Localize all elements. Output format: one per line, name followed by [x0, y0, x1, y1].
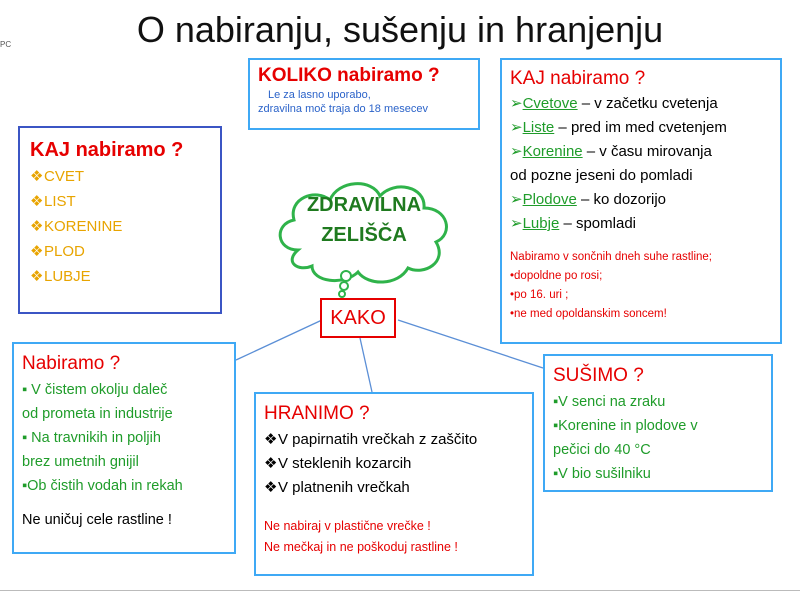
kaj-left-heading: KAJ nabiramo ? [30, 139, 184, 161]
connector-to-nabiramo [236, 320, 322, 360]
koliko-heading: KOLIKO nabiramo ? [258, 65, 440, 86]
susimo-line: pečici do 40 °C [553, 442, 651, 458]
nabiramo-heading: Nabiramo ? [22, 353, 121, 374]
susimo-line: ▪V senci na zraku [553, 394, 666, 410]
diamond-bullet-icon: ❖ [30, 268, 44, 285]
susimo-list [553, 390, 763, 486]
nabiramo-line: brez umetnih gnijil [22, 454, 139, 470]
koliko-line1: Le za lasno uporabo, [268, 89, 371, 101]
kaj-left-item: ❖LIST [30, 189, 210, 214]
diamond-bullet-icon: ❖ [30, 193, 44, 210]
kaj-right-item: od pozne jeseni do pomladi [510, 167, 693, 184]
kaj-right-item: ➢Plodove – ko dozorijo [510, 191, 667, 208]
hranimo-box [254, 392, 534, 576]
kaj-right-item: ➢Lubje – spomladi [510, 215, 636, 232]
hranimo-warnings [264, 516, 524, 558]
zdravilna-zelisca-cloud [268, 168, 460, 298]
susimo-line: ▪V bio sušilniku [553, 466, 651, 482]
kaj-left-item: ❖PLOD [30, 239, 210, 264]
hranimo-warning-2: Ne mečkaj in ne poškoduj rastline ! [264, 540, 458, 554]
kaj-right-box [500, 58, 782, 344]
cloud-line2: ZELIŠČA [321, 224, 407, 246]
kaj-right-heading: KAJ nabiramo ? [510, 68, 646, 89]
hranimo-heading: HRANIMO ? [264, 403, 370, 424]
kaj-left-item: ❖CVET [30, 164, 210, 189]
nabiramo-line: ▪ V čistem okolju daleč [22, 382, 168, 398]
diamond-bullet-icon: ❖ [264, 479, 278, 496]
kaj-right-item: ➢Korenine – v času mirovanja [510, 143, 712, 160]
diamond-bullet-icon: ❖ [264, 455, 278, 472]
note-line: •dopoldne po rosi; [510, 270, 603, 282]
hranimo-item: ❖V papirnatih vrečkah z zaščito [264, 428, 524, 452]
hranimo-list [264, 428, 524, 500]
susimo-heading: SUŠIMO ? [553, 365, 644, 386]
diamond-bullet-icon: ❖ [30, 218, 44, 235]
edge-mark: PC [0, 40, 12, 49]
arrow-bullet-icon: ➢ [510, 191, 523, 208]
connector-to-hranimo [360, 338, 372, 392]
diamond-bullet-icon: ❖ [264, 431, 278, 448]
note-line: Nabiramo v sončnih dneh suhe rastline; [510, 251, 713, 263]
diamond-bullet-icon: ❖ [30, 243, 44, 260]
arrow-bullet-icon: ➢ [510, 215, 523, 232]
note-line: •po 16. uri ; [510, 289, 569, 301]
hranimo-item: ❖V steklenih kozarcih [264, 452, 524, 476]
koliko-line2: zdravilna moč traja do 18 mesecev [258, 103, 428, 115]
nabiramo-warning: Ne uničuj cele rastline ! [22, 512, 172, 528]
nabiramo-box [12, 342, 236, 554]
koliko-box [248, 58, 480, 130]
nabiramo-line: ▪ Na travnikih in poljih [22, 430, 161, 446]
susimo-box [543, 354, 773, 492]
nabiramo-line: od prometa in industrije [22, 406, 173, 422]
kaj-left-item: ❖LUBJE [30, 264, 210, 289]
bottom-divider [0, 590, 800, 591]
kaj-left-list [30, 164, 210, 289]
kaj-left-item: ❖KORENINE [30, 214, 210, 239]
cloud-label [268, 190, 460, 250]
note-line: •ne med opoldanskim soncem! [510, 308, 667, 320]
nabiramo-line: ▪Ob čistih vodah in rekah [22, 478, 183, 494]
arrow-bullet-icon: ➢ [510, 119, 523, 136]
arrow-bullet-icon: ➢ [510, 95, 523, 112]
kaj-right-item: ➢Liste – pred im med cvetenjem [510, 119, 727, 136]
arrow-bullet-icon: ➢ [510, 143, 523, 160]
kaj-right-note [510, 248, 772, 324]
nabiramo-list [22, 378, 226, 498]
hranimo-item: ❖V platnenih vrečkah [264, 476, 524, 500]
page-title: O nabiranju, sušenju in hranjenju [136, 9, 664, 50]
kako-box: KAKO [320, 298, 396, 338]
hranimo-warning-1: Ne nabiraj v plastične vrečke ! [264, 519, 431, 533]
diamond-bullet-icon: ❖ [30, 168, 44, 185]
kaj-right-list [510, 92, 772, 236]
susimo-line: ▪Korenine in plodove v [553, 418, 698, 434]
kaj-right-item: ➢Cvetove – v začetku cvetenja [510, 95, 718, 112]
cloud-line1: ZDRAVILNA [306, 194, 422, 216]
kaj-left-box [18, 126, 222, 314]
